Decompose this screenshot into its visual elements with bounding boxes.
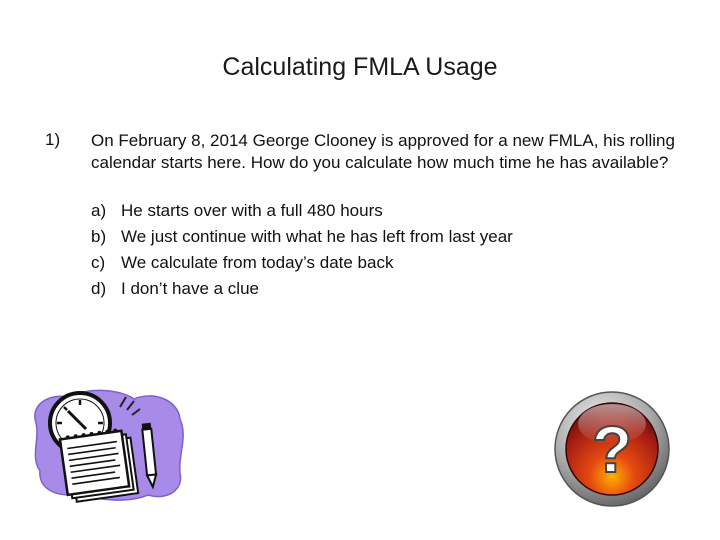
answer-options [91, 198, 513, 302]
option-d [91, 276, 513, 302]
option-text: He starts over with a full 480 hours [121, 201, 383, 220]
question-number: 1) [45, 130, 61, 149]
option-letter: b) [91, 227, 107, 246]
option-text: I don’t have a clue [121, 279, 259, 298]
option-b [91, 224, 513, 250]
question-text: On February 8, 2014 George Clooney is approved for a new FMLA, his rolling calendar starts here. How do you calculate how much time he has available? [91, 131, 675, 172]
option-text: We calculate from today’s date back [121, 253, 394, 272]
option-letter: a) [91, 201, 107, 220]
svg-text:?: ? [591, 412, 633, 486]
question-mark-icon [553, 390, 671, 508]
slide-title: Calculating FMLA Usage [222, 53, 498, 81]
clock-and-notepad-icon [28, 385, 188, 505]
option-a [91, 198, 513, 224]
option-letter: d) [91, 279, 107, 298]
option-c [91, 250, 513, 276]
option-text: We just continue with what he has left from last year [121, 227, 513, 246]
option-letter: c) [91, 253, 106, 272]
